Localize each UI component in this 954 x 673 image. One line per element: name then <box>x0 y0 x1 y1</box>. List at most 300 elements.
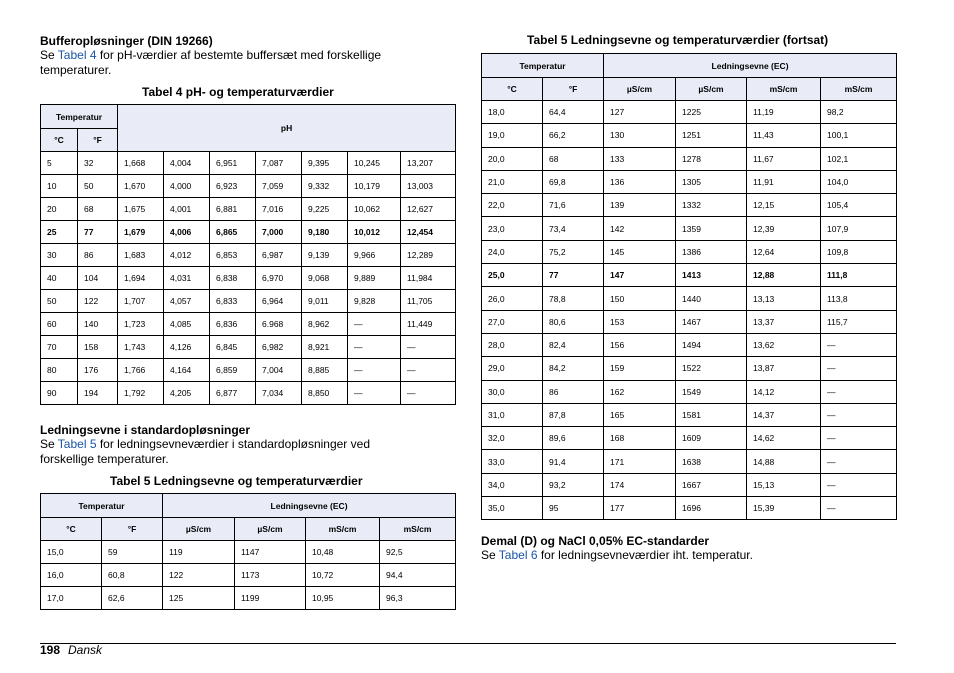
demal-heading: Demal (D) og NaCl 0,05% EC-standarder <box>481 534 710 548</box>
table4-cell: 6,877 <box>210 382 256 405</box>
page-number: 198 <box>40 643 61 657</box>
table4-cell: 6,833 <box>210 290 256 313</box>
table4-cell: 12,289 <box>401 244 456 267</box>
table4-cell: 7,087 <box>256 152 302 175</box>
table4-cell: — <box>348 313 401 336</box>
table4-cell: 1,694 <box>118 267 164 290</box>
table5c-row <box>482 427 897 450</box>
table4-row <box>41 359 456 382</box>
table4-cell: 4,126 <box>164 336 210 359</box>
table4-row <box>41 382 456 405</box>
table4-cell: 86 <box>78 244 118 267</box>
table5c-cell: 156 <box>604 333 676 356</box>
table5-cell: 10,95 <box>306 587 380 610</box>
table4-cell: 4,001 <box>164 198 210 221</box>
table4-cell: 10,012 <box>348 221 401 244</box>
table5c-cell: 1332 <box>676 194 747 217</box>
table5c-cell: 80,6 <box>543 310 604 333</box>
table5c-cell: — <box>821 333 897 356</box>
table5c-cell: 1638 <box>676 450 747 473</box>
table5c-cell: 1386 <box>676 240 747 263</box>
table5-cell: 10,72 <box>306 564 380 587</box>
table4-cell: 13,003 <box>401 175 456 198</box>
table5c-head-conductivity: Ledningsevne (EC) <box>604 54 897 78</box>
table5c-cell: 91,4 <box>543 450 604 473</box>
table5c-cell: 1581 <box>676 403 747 426</box>
table5c-row <box>482 194 897 217</box>
table5c-cell: 12,88 <box>747 264 821 287</box>
table5c-cell: — <box>821 450 897 473</box>
table5c-cell: 1359 <box>676 217 747 240</box>
table4-cell: 158 <box>78 336 118 359</box>
table5c-cell: 11,43 <box>747 124 821 147</box>
table5c-row <box>482 101 897 124</box>
table5c-cell: 21,0 <box>482 170 543 193</box>
table4-cell: — <box>401 382 456 405</box>
table5-cell: 96,3 <box>380 587 456 610</box>
table4-cell: 6.968 <box>256 313 302 336</box>
table5c-cell: 174 <box>604 473 676 496</box>
table4-cell: 11,449 <box>401 313 456 336</box>
table5c-cell: 171 <box>604 450 676 473</box>
table4-cell: 11,705 <box>401 290 456 313</box>
table5c-cell: 142 <box>604 217 676 240</box>
table5c-row <box>482 380 897 403</box>
table4-cell: 10,245 <box>348 152 401 175</box>
table4-cell: 77 <box>78 221 118 244</box>
table5-cell: 119 <box>163 541 235 564</box>
table4-cell: 9,332 <box>302 175 348 198</box>
table5c-cell: 107,9 <box>821 217 897 240</box>
table4-cell: 6,923 <box>210 175 256 198</box>
table5 <box>40 493 456 610</box>
table5c-cell: 162 <box>604 380 676 403</box>
table4-cell: 8,962 <box>302 313 348 336</box>
table5c-cell: 13,87 <box>747 357 821 380</box>
table4-cell: 70 <box>41 336 78 359</box>
table5c-cell: 104,0 <box>821 170 897 193</box>
table4-cell: 4,085 <box>164 313 210 336</box>
table5-cell: 15,0 <box>41 541 102 564</box>
table5-cell: 122 <box>163 564 235 587</box>
table4-cell: 9,395 <box>302 152 348 175</box>
table5-cell: 125 <box>163 587 235 610</box>
table4-cell: 11,984 <box>401 267 456 290</box>
table5c-cell: 1522 <box>676 357 747 380</box>
table5-cell: 60,8 <box>102 564 163 587</box>
table5c-cell: 95 <box>543 497 604 520</box>
table5c-cell: 71,6 <box>543 194 604 217</box>
table5c-cell: 15,39 <box>747 497 821 520</box>
table4-cell: 13,207 <box>401 152 456 175</box>
table4-cell: 8,850 <box>302 382 348 405</box>
table5c-row <box>482 170 897 193</box>
table4-cell: 104 <box>78 267 118 290</box>
table5c-cell: — <box>821 497 897 520</box>
table4-cell: 4,004 <box>164 152 210 175</box>
table5-unit: mS/cm <box>380 518 456 541</box>
table5-link[interactable]: Tabel 5 <box>57 437 97 451</box>
table4-cell: 4,006 <box>164 221 210 244</box>
table5-head-temperature: Temperatur <box>41 494 163 518</box>
table5c-cell: 89,6 <box>543 427 604 450</box>
table4-cell: 12,454 <box>401 221 456 244</box>
table5c-cell: 69,8 <box>543 170 604 193</box>
table4-cell: 9,139 <box>302 244 348 267</box>
table5c-cell: 139 <box>604 194 676 217</box>
table5c-cell: 136 <box>604 170 676 193</box>
table5c-cell: 75,2 <box>543 240 604 263</box>
table5c-row <box>482 217 897 240</box>
table5c-unit: °F <box>543 78 604 101</box>
table5-row <box>41 587 456 610</box>
table5c-cell: 31,0 <box>482 403 543 426</box>
table5-cell: 1147 <box>235 541 306 564</box>
table5c-cell: 130 <box>604 124 676 147</box>
table5c-cell: — <box>821 357 897 380</box>
buffer-para-pre: Se <box>40 48 58 62</box>
table4-cell: 1,670 <box>118 175 164 198</box>
table5c-cell: 133 <box>604 147 676 170</box>
table4-cell: 4,205 <box>164 382 210 405</box>
table5c-cell: 33,0 <box>482 450 543 473</box>
footer-language: Dansk <box>68 643 103 657</box>
table4-cell: 6,970 <box>256 267 302 290</box>
table4-cell: 4,164 <box>164 359 210 382</box>
table5c-unit: µS/cm <box>676 78 747 101</box>
table4-row <box>41 313 456 336</box>
demal-para-post: for ledningsevneværdier iht. temperatur. <box>537 548 753 562</box>
table4-cell: 1,683 <box>118 244 164 267</box>
table5c-cell: 26,0 <box>482 287 543 310</box>
table4-cell: 7,016 <box>256 198 302 221</box>
table5c-cell: 1305 <box>676 170 747 193</box>
table5c-cell: 82,4 <box>543 333 604 356</box>
table4-cell: 10 <box>41 175 78 198</box>
table4-cell: 68 <box>78 198 118 221</box>
table5c-cell: 12,39 <box>747 217 821 240</box>
table5c-cell: 14,12 <box>747 380 821 403</box>
table4-cell: 1,707 <box>118 290 164 313</box>
table4 <box>40 104 456 405</box>
table5c-unit: mS/cm <box>747 78 821 101</box>
table5-unit: °F <box>102 518 163 541</box>
table4-cell: 6,987 <box>256 244 302 267</box>
table4-row <box>41 267 456 290</box>
table5c-unit: µS/cm <box>604 78 676 101</box>
table5c-cell: 22,0 <box>482 194 543 217</box>
conductivity-paragraph <box>40 437 420 467</box>
table5c-cell: 11,19 <box>747 101 821 124</box>
table4-cell: 4,031 <box>164 267 210 290</box>
table5c-cell: 177 <box>604 497 676 520</box>
table5c-cell: 77 <box>543 264 604 287</box>
table4-cell: 30 <box>41 244 78 267</box>
table5c-cell: 105,4 <box>821 194 897 217</box>
table4-cell: 12,627 <box>401 198 456 221</box>
table5c-cell: 113,8 <box>821 287 897 310</box>
table5c-cell: 150 <box>604 287 676 310</box>
table5c-unit: mS/cm <box>821 78 897 101</box>
table4-head-temperature: Temperatur <box>41 105 118 129</box>
table4-cell: 7,034 <box>256 382 302 405</box>
table5c-row <box>482 124 897 147</box>
table5c-row <box>482 333 897 356</box>
table5c-cell: 1413 <box>676 264 747 287</box>
table4-cell: 1,766 <box>118 359 164 382</box>
table5c-cell: 13,13 <box>747 287 821 310</box>
table5c-cell: 30,0 <box>482 380 543 403</box>
table5c-cell: 87,8 <box>543 403 604 426</box>
table4-cell: 5 <box>41 152 78 175</box>
table5c-cell: 13,62 <box>747 333 821 356</box>
table4-cell: 9,889 <box>348 267 401 290</box>
table5c-cell: 13,37 <box>747 310 821 333</box>
table4-link[interactable]: Tabel 4 <box>57 48 97 62</box>
table5-cell: 1199 <box>235 587 306 610</box>
table5-unit: °C <box>41 518 102 541</box>
table4-cell: 8,885 <box>302 359 348 382</box>
table4-cell: 1,668 <box>118 152 164 175</box>
table4-cell: 40 <box>41 267 78 290</box>
table4-cell: 1,679 <box>118 221 164 244</box>
table5-continued <box>481 53 897 520</box>
table4-cell: 6,859 <box>210 359 256 382</box>
table5c-cell: 64,4 <box>543 101 604 124</box>
table4-cell: — <box>348 382 401 405</box>
table5c-cell: 73,4 <box>543 217 604 240</box>
table4-cell: 7,004 <box>256 359 302 382</box>
table4-cell: 9,828 <box>348 290 401 313</box>
table5c-cell: 1549 <box>676 380 747 403</box>
table5c-cell: 153 <box>604 310 676 333</box>
table5-cell: 62,6 <box>102 587 163 610</box>
table4-row <box>41 336 456 359</box>
cond-para-pre: Se <box>40 437 58 451</box>
table5-row <box>41 564 456 587</box>
table4-row <box>41 175 456 198</box>
table5c-cell: — <box>821 427 897 450</box>
table5c-cell: 1278 <box>676 147 747 170</box>
table5c-cell: 14,37 <box>747 403 821 426</box>
table5c-row <box>482 403 897 426</box>
table4-cell: 9,011 <box>302 290 348 313</box>
table5c-row <box>482 497 897 520</box>
table4-cell: 60 <box>41 313 78 336</box>
table5c-cell: 159 <box>604 357 676 380</box>
table4-cell: 8,921 <box>302 336 348 359</box>
table5-unit: mS/cm <box>306 518 380 541</box>
table4-row <box>41 221 456 244</box>
table5-head-conductivity: Ledningsevne (EC) <box>163 494 456 518</box>
conductivity-heading: Ledningsevne i standardopløsninger <box>40 423 251 437</box>
table5c-cell: 84,2 <box>543 357 604 380</box>
table5-row <box>41 541 456 564</box>
table5c-cell: 1251 <box>676 124 747 147</box>
table5c-cell: 86 <box>543 380 604 403</box>
table4-cell: 20 <box>41 198 78 221</box>
table5c-row <box>482 310 897 333</box>
table5c-cell: 14,88 <box>747 450 821 473</box>
table4-cell: 4,000 <box>164 175 210 198</box>
table4-cell: 7,000 <box>256 221 302 244</box>
table4-cell: 140 <box>78 313 118 336</box>
table5-continued-caption: Tabel 5 Ledningsevne og temperaturværdier (fortsat) <box>527 33 829 47</box>
table5c-cell: 11,67 <box>747 147 821 170</box>
table5c-row <box>482 264 897 287</box>
table4-cell: 25 <box>41 221 78 244</box>
table4-cell: 50 <box>41 290 78 313</box>
table4-cell: 6,982 <box>256 336 302 359</box>
table5c-cell: 19,0 <box>482 124 543 147</box>
table5c-cell: 98,2 <box>821 101 897 124</box>
table5c-cell: 1494 <box>676 333 747 356</box>
table5c-cell: 14,62 <box>747 427 821 450</box>
table5c-cell: 1440 <box>676 287 747 310</box>
table5-cell: 16,0 <box>41 564 102 587</box>
table4-cell: 9,225 <box>302 198 348 221</box>
table5c-cell: 28,0 <box>482 333 543 356</box>
table5c-cell: 32,0 <box>482 427 543 450</box>
buffer-paragraph <box>40 48 420 78</box>
table4-cell: 6,951 <box>210 152 256 175</box>
table4-cell: 1,792 <box>118 382 164 405</box>
table5c-cell: — <box>821 380 897 403</box>
table4-cell: 6,845 <box>210 336 256 359</box>
buffer-para-post: for pH-værdier af bestemte buffersæt med forskellige temperaturer. <box>40 48 382 77</box>
table5c-cell: 35,0 <box>482 497 543 520</box>
buffer-heading: Bufferopløsninger (DIN 19266) <box>40 34 213 48</box>
table4-caption: Tabel 4 pH- og temperaturværdier <box>142 85 334 99</box>
table4-cell: 6,838 <box>210 267 256 290</box>
table5c-cell: 15,13 <box>747 473 821 496</box>
cond-para-post: for ledningsevneværdier i standardopløsninger ved forskellige temperaturer. <box>40 437 370 466</box>
table4-cell: 122 <box>78 290 118 313</box>
table5-unit: µS/cm <box>235 518 306 541</box>
table5c-cell: 12,64 <box>747 240 821 263</box>
table4-cell: 7,059 <box>256 175 302 198</box>
table4-cell: 10,179 <box>348 175 401 198</box>
table5-cell: 59 <box>102 541 163 564</box>
table4-cell: — <box>401 359 456 382</box>
table4-cell: 9,180 <box>302 221 348 244</box>
table4-cell: 4,057 <box>164 290 210 313</box>
table5c-cell: 24,0 <box>482 240 543 263</box>
table5c-cell: 127 <box>604 101 676 124</box>
table4-unit-c: °C <box>41 129 78 152</box>
table5c-row <box>482 450 897 473</box>
table4-cell: 4,012 <box>164 244 210 267</box>
table5c-row <box>482 287 897 310</box>
table4-cell: 6,853 <box>210 244 256 267</box>
table4-cell: — <box>348 336 401 359</box>
table6-link[interactable]: Tabel 6 <box>498 548 538 562</box>
demal-paragraph <box>481 548 896 563</box>
table4-cell: 50 <box>78 175 118 198</box>
table4-cell: 9,068 <box>302 267 348 290</box>
table5-cell: 1173 <box>235 564 306 587</box>
table5-cell: 92,5 <box>380 541 456 564</box>
table5c-cell: 1609 <box>676 427 747 450</box>
table4-cell: 6,836 <box>210 313 256 336</box>
table4-cell: — <box>348 359 401 382</box>
table5c-cell: 165 <box>604 403 676 426</box>
table5c-cell: 23,0 <box>482 217 543 240</box>
table5c-cell: 27,0 <box>482 310 543 333</box>
table5-caption: Tabel 5 Ledningsevne og temperaturværdier <box>110 474 363 488</box>
table5c-cell: 1225 <box>676 101 747 124</box>
table4-cell: 90 <box>41 382 78 405</box>
table5c-cell: — <box>821 473 897 496</box>
table5c-cell: 78,8 <box>543 287 604 310</box>
table5c-cell: 12,15 <box>747 194 821 217</box>
table5-cell: 94,4 <box>380 564 456 587</box>
table5c-cell: 29,0 <box>482 357 543 380</box>
table5c-cell: 100,1 <box>821 124 897 147</box>
table4-cell: 6,881 <box>210 198 256 221</box>
table4-cell: 9,966 <box>348 244 401 267</box>
table5c-cell: 18,0 <box>482 101 543 124</box>
table4-head-ph: pH <box>118 105 456 152</box>
table4-cell: 6,964 <box>256 290 302 313</box>
table4-row <box>41 244 456 267</box>
table5c-head-temperature: Temperatur <box>482 54 604 78</box>
table5c-cell: 20,0 <box>482 147 543 170</box>
table4-cell: 1,743 <box>118 336 164 359</box>
table4-row <box>41 152 456 175</box>
table5c-row <box>482 240 897 263</box>
table5c-cell: 102,1 <box>821 147 897 170</box>
table5c-row <box>482 147 897 170</box>
table5c-cell: 34,0 <box>482 473 543 496</box>
table5c-cell: 66,2 <box>543 124 604 147</box>
table5c-row <box>482 357 897 380</box>
table5c-cell: 168 <box>604 427 676 450</box>
table5c-cell: 68 <box>543 147 604 170</box>
table5c-cell: 109,8 <box>821 240 897 263</box>
table4-unit-f: °F <box>78 129 118 152</box>
table5c-cell: 115,7 <box>821 310 897 333</box>
table4-cell: 80 <box>41 359 78 382</box>
table4-cell: 194 <box>78 382 118 405</box>
table4-cell: 176 <box>78 359 118 382</box>
table5c-unit: °C <box>482 78 543 101</box>
table5c-cell: — <box>821 403 897 426</box>
table5c-cell: 1467 <box>676 310 747 333</box>
table4-cell: — <box>401 336 456 359</box>
table5c-cell: 25,0 <box>482 264 543 287</box>
table5c-cell: 93,2 <box>543 473 604 496</box>
table5c-cell: 111,8 <box>821 264 897 287</box>
table4-cell: 1,723 <box>118 313 164 336</box>
table5c-cell: 145 <box>604 240 676 263</box>
table4-cell: 32 <box>78 152 118 175</box>
table4-cell: 10,062 <box>348 198 401 221</box>
table5c-cell: 1667 <box>676 473 747 496</box>
demal-para-pre: Se <box>481 548 499 562</box>
table5-cell: 10,48 <box>306 541 380 564</box>
table5c-cell: 147 <box>604 264 676 287</box>
table4-cell: 6,865 <box>210 221 256 244</box>
table4-row <box>41 198 456 221</box>
footer-divider <box>40 643 896 644</box>
table4-row <box>41 290 456 313</box>
table5c-row <box>482 473 897 496</box>
table4-cell: 1,675 <box>118 198 164 221</box>
table5-cell: 17,0 <box>41 587 102 610</box>
table5-unit: µS/cm <box>163 518 235 541</box>
table5c-cell: 11,91 <box>747 170 821 193</box>
